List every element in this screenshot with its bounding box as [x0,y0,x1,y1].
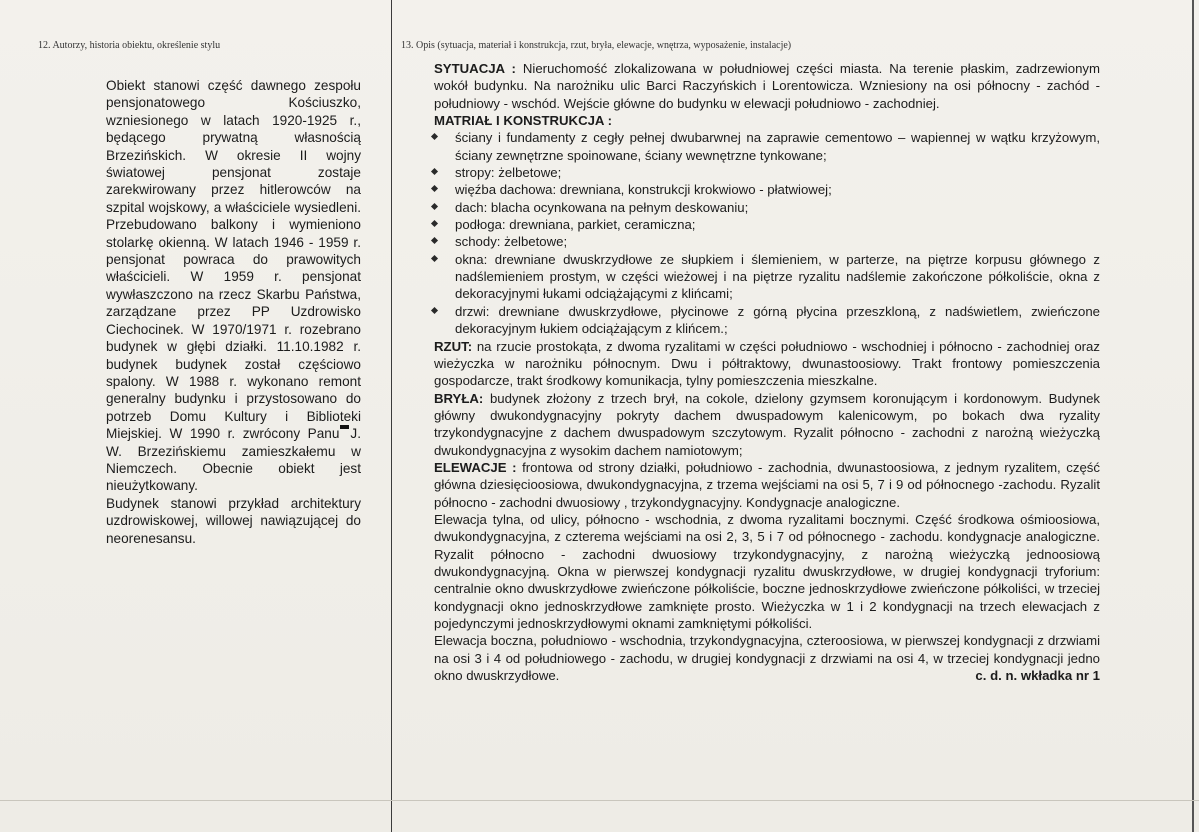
section-13-header: 13. Opis (sytuacja, materiał i konstrukcja, rzut, bryła, elewacje, wnętrza, wyposażenie, instalacje) [401,40,792,51]
elewacja-boczna-paragraph: Elewacja boczna, południowo - wschodnia, trzykondygnacyjna, czteroosiowa, w pierwszej kondygnacji z drzwiami na osi 3 i 4 od południowego - zachodu, w drugiej kondygnacji z drzwiami na osi 4, w trzeciej kondygnacji jedno okno dwuskrzydłowe. [434,633,1100,684]
material-item: schody: żelbetowe; [434,233,1100,250]
material-item: dach: blacha ocynkowana na pełnym deskowaniu; [434,199,1100,216]
material-item: drzwi: drewniane dwuskrzydłowe, płycinowe z górną płycina przeszkloną, z nadświetlem, zwieńczone dekoracyjnym łukiem odciążającym z klińcem.; [434,303,1100,338]
rzut-paragraph [434,338,1100,390]
history-paragraph-2: Budynek stanowi przykład architektury uzdrowiskowej, willowej nawiązującej do neorenesansu. [106,495,361,546]
bottom-border [0,800,1199,801]
elewacje-label: ELEWACJE : [434,459,517,475]
bullet-icon [431,168,438,175]
elewacje-text: frontowa od strony działki, południowo - zachodnia, dwunastoosiowa, z jednym ryzalitem, część główna dziesięcioosiowa, dwukondygnacyjna, z trzema wejściami na osi 5, 7 i 9 od północnego -zachodu. Ryzalit północno - zachodni dwuosiowy , trzykondygnacyjny. Kondygnacje analogiczne. [434,459,1100,510]
history-text-b: J. W. Brzezińskiemu zamieszkałemu w Niemczech. Obecnie obiekt jest nieużytkowany. [106,426,361,494]
bryla-label: BRYŁA: [434,390,484,406]
sytuacja-paragraph [434,60,1100,112]
rzut-text: na rzucie prostokąta, z dwoma ryzalitami w części południowo - wschodniej i północno - zachodniej oraz wieżyczka w narożniku północnym. Dwu i półtraktowy, dwunastoosiowy. Trakt frontowy pomieszczenia gospodarcze, trakt środkowy komunikacja, tylny pomieszczenia mieszkalne. [434,338,1100,389]
history-paragraph-1 [106,77,361,495]
right-border [1192,0,1194,832]
description-column [434,60,1100,685]
section-12-header: 12. Autorzy, historia obiektu, określenie stylu [38,40,221,51]
rzut-label: RZUT: [434,338,473,354]
material-item: stropy: żelbetowe; [434,164,1100,181]
elewacje-paragraph [434,459,1100,511]
bullet-icon [431,203,438,210]
bullet-icon [431,255,438,262]
elewacja-tylna-paragraph: Elewacja tylna, od ulicy, północno - wschodnia, z dwoma ryzalitami bocznymi. Część środkowa ośmioosiowa, dwukondygnacyjna, z czterema wejściami na osi 2, 3, 5 i 7 od północnego - zachodu. kondygnacje analogiczne. Ryzalit północno - zachodni dwuosiowy trzykondygnacyjny, z narożną wieżyczką jednoosiową dwukondygnacyjną. Okna w pierwszej kondygnacji ryzalitu dwuskrzydłowe, w drugiej kondygnacji tryforium: centralnie okno dwuskrzydłowe zwieńczone półkoliście, boczne jednoskrzydłowe zwieńczone półkoliści, w trzeciej kondygnacji okno jednoskrzydłowe zamknięte prosto. Wieżyczka w 1 i 2 kondygnacji na trzech elewacjach z pojedynczymi jednoskrzydłowymi oknami zamkniętymi półkoliści. [434,511,1100,631]
sytuacja-text: Nieruchomość zlokalizowana w południowej części miasta. Na terenie płaskim, zadrzewionym wokół budynku. Na narożniku ulic Barci Raczyńskich i Lorentowicza. Wzniesiony na osi północny - zachód - południowy - wschód. Wejście główne do budynku w elewacji południowo - zachodniej. [434,61,1100,111]
material-label: MATRIAŁ I KONSTRUKCJA : [434,113,613,129]
material-item: ściany i fundamenty z cegły pełnej dwubarwnej na zaprawie cementowo – wapiennej w wątku krzyżowym, ściany zewnętrzne spoinowane, ściany wewnętrzne tynkowane; [434,129,1100,164]
bullet-icon [431,237,438,244]
bryla-text: budynek złożony z trzech brył, na cokole, dzielony gzymsem koronującym i kordonowym. Budynek główny dwukondygnacyjny pokryty dachem dwuspadowym kalenicowym, po bokach dwa ryzality trzykondygnacyjne z dachem dwuspadowym szczytowym. Ryzalit północno - zachodni z narożną wieżyczką dwukondygnacyjna z wysokim dachem namiotowym; [434,390,1100,458]
bullet-icon [431,185,438,192]
material-list [434,129,1100,337]
material-item: okna: drewniane dwuskrzydłowe ze słupkiem i ślemieniem, w parterze, na piętrze korpusu głównego z nadślemieniem prostym, w części wieżowej i na piętrze ryzalitu nadślemie zakończone półkoliście, okna z dekoracyjnymi łukami odciążającymi z klińcami; [434,251,1100,303]
history-column [106,77,361,547]
continuation-note: c. d. n. wkładka nr 1 [975,668,1100,684]
sytuacja-label: SYTUACJA : [434,61,516,76]
redaction-mark [340,425,349,429]
bryla-paragraph [434,390,1100,459]
bullet-icon [431,133,438,140]
history-text-a: Obiekt stanowi część dawnego zespołu pensjonatowego Kościuszko, wzniesionego w latach 1920-1925 r., będącego prywatną własnością Brzezińskich. W okresie II wojny światowej pensjonat zostaje zarekwirowany przez hitlerowców na szpital wojskowy, a właściciele wysiedleni. Przebudowano balkony i wymieniono stolarkę okienną. W latach 1946 - 1959 r. pensjonat powraca do prawowitych właścicieli. W 1959 r. pensjonat wywłaszczono na rzecz Skarbu Państwa, zarządzane przez PP Uzdrowisko Ciechocinek. W 1970/1971 r. rozebrano budynek w głębi działki. 11.10.1982 r. budynek budynek został częściowo spalony. W 1988 r. wykonano remont generalny budynku i przystosowano do potrzeb Domu Kultury i Biblioteki Miejskiej. W 1990 r. zwrócony Panu [106,78,361,442]
material-item: podłoga: drewniana, parkiet, ceramiczna; [434,216,1100,233]
column-divider [391,0,392,832]
bullet-icon [431,220,438,227]
material-item: więźba dachowa: drewniana, konstrukcji krokwiowo - płatwiowej; [434,181,1100,198]
bullet-icon [431,307,438,314]
